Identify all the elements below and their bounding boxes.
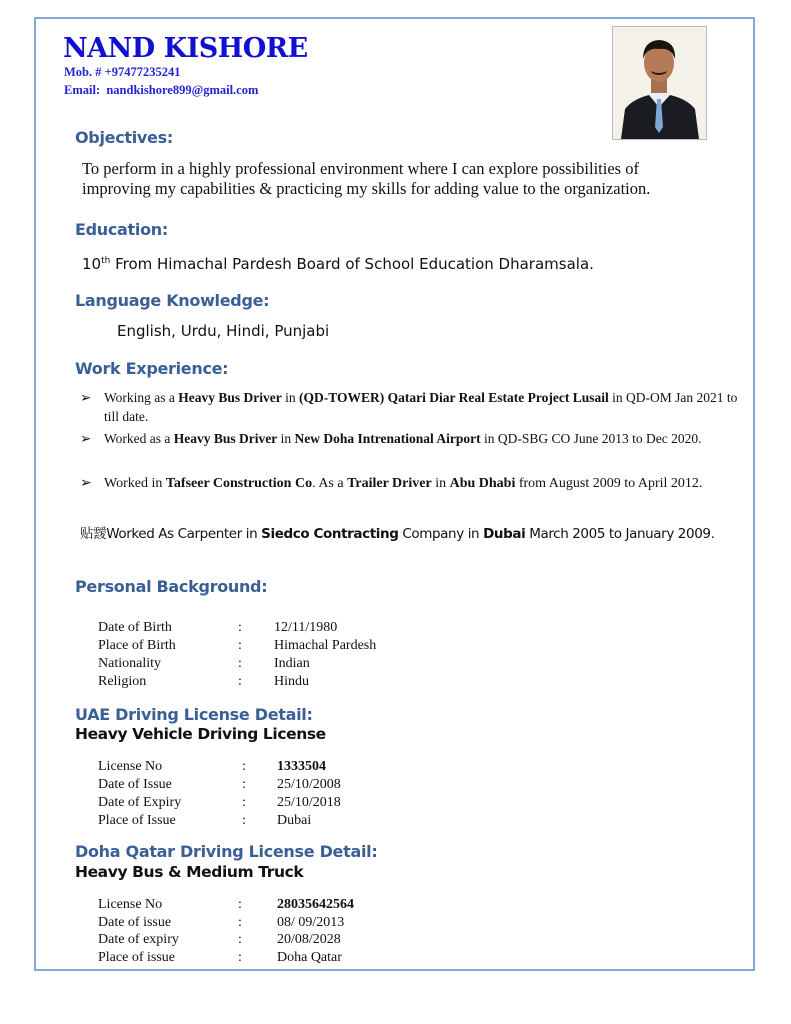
detail-value: 08/ 09/2013 bbox=[277, 914, 345, 930]
profile-photo bbox=[612, 26, 707, 140]
uae-license-heading: UAE Driving License Detail: bbox=[75, 705, 313, 724]
email-address: Email: nandkishore899@gmail.com bbox=[64, 83, 259, 97]
education-entry bbox=[82, 255, 594, 273]
objectives-line-2: improving my capabilities & practicing my skills for adding value to the organization. bbox=[82, 179, 651, 198]
detail-value: Doha Qatar bbox=[277, 950, 342, 966]
bold-text: Dubai bbox=[483, 526, 526, 542]
detail-value: Himachal Pardesh bbox=[274, 638, 377, 653]
language-list: English, Urdu, Hindi, Punjabi bbox=[117, 322, 330, 340]
detail-value: Indian bbox=[274, 656, 310, 671]
text: in QD-OM Jan 2021 to till date. bbox=[104, 390, 738, 424]
detail-value: 25/10/2018 bbox=[277, 795, 341, 810]
detail-value: 12/11/1980 bbox=[274, 620, 338, 635]
detail-label: License No bbox=[98, 759, 163, 774]
text: Worked in bbox=[104, 476, 166, 491]
detail-label: Place of Birth bbox=[98, 638, 176, 653]
detail-separator: : bbox=[242, 795, 246, 810]
detail-value: Hindu bbox=[274, 674, 309, 689]
detail-label: Date of Birth bbox=[98, 620, 172, 635]
detail-separator: : bbox=[238, 656, 242, 671]
arrow-bullet-icon: ➢ bbox=[80, 431, 92, 446]
bold-text: Heavy Bus Driver bbox=[173, 431, 278, 446]
text: Company in bbox=[398, 526, 484, 542]
doha-license-type: Heavy Bus & Medium Truck bbox=[75, 863, 304, 881]
detail-separator: : bbox=[238, 897, 242, 912]
detail-label: License No bbox=[98, 897, 163, 912]
detail-separator: : bbox=[238, 914, 242, 930]
bold-text: Siedco Contracting bbox=[261, 526, 399, 542]
detail-separator: : bbox=[238, 950, 242, 966]
text: in QD-SBG CO June 2013 to Dec 2020. bbox=[480, 431, 702, 446]
doha-license-heading: Doha Qatar Driving License Detail: bbox=[75, 842, 378, 861]
text: . As a bbox=[312, 476, 348, 491]
text: in bbox=[281, 390, 300, 405]
education-grade-suffix: th bbox=[101, 256, 111, 266]
language-heading: Language Knowledge: bbox=[75, 291, 270, 310]
objectives-heading: Objectives: bbox=[75, 128, 173, 147]
bold-text: New Doha Intrenational Airport bbox=[294, 431, 481, 446]
bold-text: Abu Dhabi bbox=[449, 476, 516, 491]
detail-value: 1333504 bbox=[277, 759, 326, 774]
detail-separator: : bbox=[242, 759, 246, 774]
personal-background-heading: Personal Background: bbox=[75, 577, 268, 596]
detail-value: 28035642564 bbox=[277, 897, 354, 912]
detail-label: Date of Expiry bbox=[98, 795, 182, 810]
education-grade: 10 bbox=[82, 255, 102, 273]
detail-label: Date of issue bbox=[98, 914, 172, 930]
text: in bbox=[277, 431, 295, 446]
detail-label: Nationality bbox=[98, 656, 161, 671]
detail-label: Date of Issue bbox=[98, 777, 172, 792]
work-experience-heading: Work Experience: bbox=[75, 359, 229, 378]
bold-text: (QD-TOWER) Qatari Diar Real Estate Project Lusail bbox=[299, 390, 609, 405]
education-heading: Education: bbox=[75, 220, 168, 239]
text: in bbox=[431, 476, 450, 491]
work-item-carpenter bbox=[80, 522, 725, 543]
work-item bbox=[80, 429, 750, 448]
detail-value: 25/10/2008 bbox=[277, 777, 341, 792]
mobile-number: Mob. # +97477235241 bbox=[64, 65, 181, 79]
detail-separator: : bbox=[238, 638, 242, 653]
detail-label: Religion bbox=[98, 674, 147, 689]
detail-value: Dubai bbox=[277, 813, 312, 828]
text: 贴靉Worked As Carpenter in bbox=[80, 526, 262, 542]
work-item bbox=[80, 473, 750, 494]
detail-separator: : bbox=[242, 813, 246, 828]
objectives-line-1: To perform in a highly professional environment where I can explore possibilities of bbox=[82, 159, 639, 178]
uae-license-type: Heavy Vehicle Driving License bbox=[75, 725, 326, 743]
detail-separator: : bbox=[238, 932, 242, 948]
text: Worked as a bbox=[104, 431, 174, 446]
detail-separator: : bbox=[242, 777, 246, 792]
detail-separator: : bbox=[238, 620, 242, 635]
bold-text: Trailer Driver bbox=[347, 476, 432, 491]
detail-label: Date of expiry bbox=[98, 932, 179, 948]
detail-separator: : bbox=[238, 674, 242, 689]
text: March 2005 to January 2009. bbox=[525, 526, 725, 542]
arrow-bullet-icon: ➢ bbox=[80, 476, 92, 491]
text: Working as a bbox=[104, 390, 179, 405]
arrow-bullet-icon: ➢ bbox=[80, 390, 92, 405]
candidate-name: NAND KISHORE bbox=[63, 33, 308, 64]
bold-text: Heavy Bus Driver bbox=[178, 390, 282, 405]
work-item bbox=[80, 388, 750, 426]
bold-text: Tafseer Construction Co bbox=[165, 476, 313, 491]
detail-label: Place of issue bbox=[98, 950, 175, 966]
education-text: From Himachal Pardesh Board of School Education Dharamsala. bbox=[110, 255, 594, 273]
detail-value: 20/08/2028 bbox=[277, 932, 341, 948]
text: from August 2009 to April 2012. bbox=[515, 476, 703, 491]
detail-label: Place of Issue bbox=[98, 813, 176, 828]
